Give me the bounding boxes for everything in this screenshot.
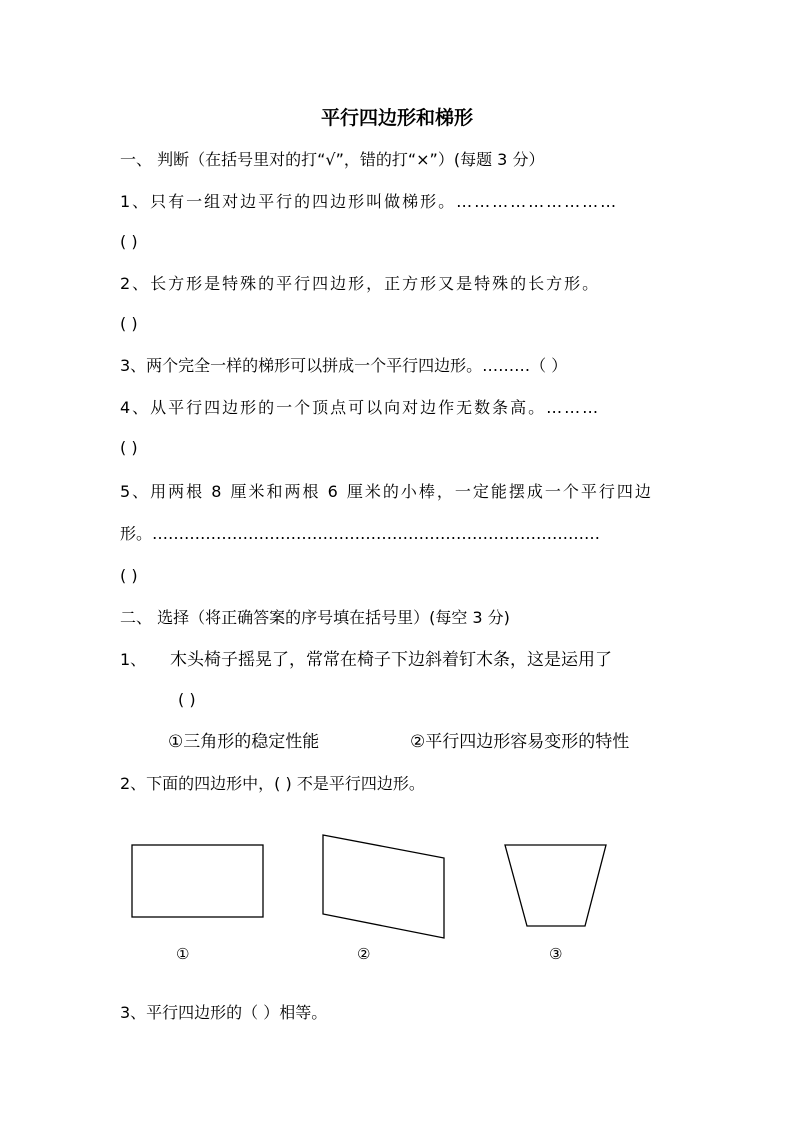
- shape-label-3: ③: [549, 945, 563, 963]
- shape-label-2: ②: [357, 945, 371, 963]
- choice-question-1-number: 1、: [120, 650, 147, 669]
- page-title: 平行四边形和梯形: [320, 107, 473, 129]
- judge-question-5: 5、用两根 8 厘米和两根 6 厘米的小棒，一定能摆成一个平行四边: [120, 482, 653, 501]
- judge-answer-bracket-2[interactable]: ( ): [120, 314, 138, 333]
- judge-question-1: 1、只有一组对边平行的四边形叫做梯形。………………………: [120, 192, 619, 211]
- parallelogram-shape: [323, 835, 444, 938]
- judge-answer-bracket-4[interactable]: ( ): [120, 438, 138, 457]
- judge-question-3: 3、两个完全一样的梯形可以拼成一个平行四边形。………（ ）: [120, 356, 568, 375]
- shape-label-1: ①: [176, 945, 190, 963]
- judge-question-4: 4、从平行四边形的一个顶点可以向对边作无数条高。………: [120, 398, 601, 417]
- choice-option-1: ①三角形的稳定性能: [168, 732, 320, 752]
- trapezoid-shape: [505, 845, 606, 926]
- rectangle-shape: [132, 845, 263, 917]
- judge-answer-bracket-1[interactable]: ( ): [120, 232, 138, 251]
- choice-question-1: 木头椅子摇晃了，常常在椅子下边斜着钉木条，这是运用了: [170, 650, 612, 670]
- judge-answer-bracket-5[interactable]: ( ): [120, 566, 138, 585]
- choice-question-2: 2、下面的四边形中，( ) 不是平行四边形。: [120, 774, 425, 793]
- section1-header: 一、 判断（在括号里对的打“√”，错的打“×”）(每题 3 分）: [120, 150, 545, 169]
- judge-question-2: 2、长方形是特殊的平行四边形，正方形又是特殊的长方形。: [120, 274, 601, 293]
- choice-option-2: ②平行四边形容易变形的特性: [410, 732, 630, 752]
- section2-header: 二、 选择（将正确答案的序号填在括号里）(每空 3 分): [120, 608, 510, 627]
- judge-question-5-cont: 形。…………………………………………………………………………: [120, 524, 601, 543]
- choice-answer-bracket-1[interactable]: ( ): [178, 690, 196, 709]
- choice-question-3: 3、平行四边形的（ ）相等。: [120, 1003, 328, 1022]
